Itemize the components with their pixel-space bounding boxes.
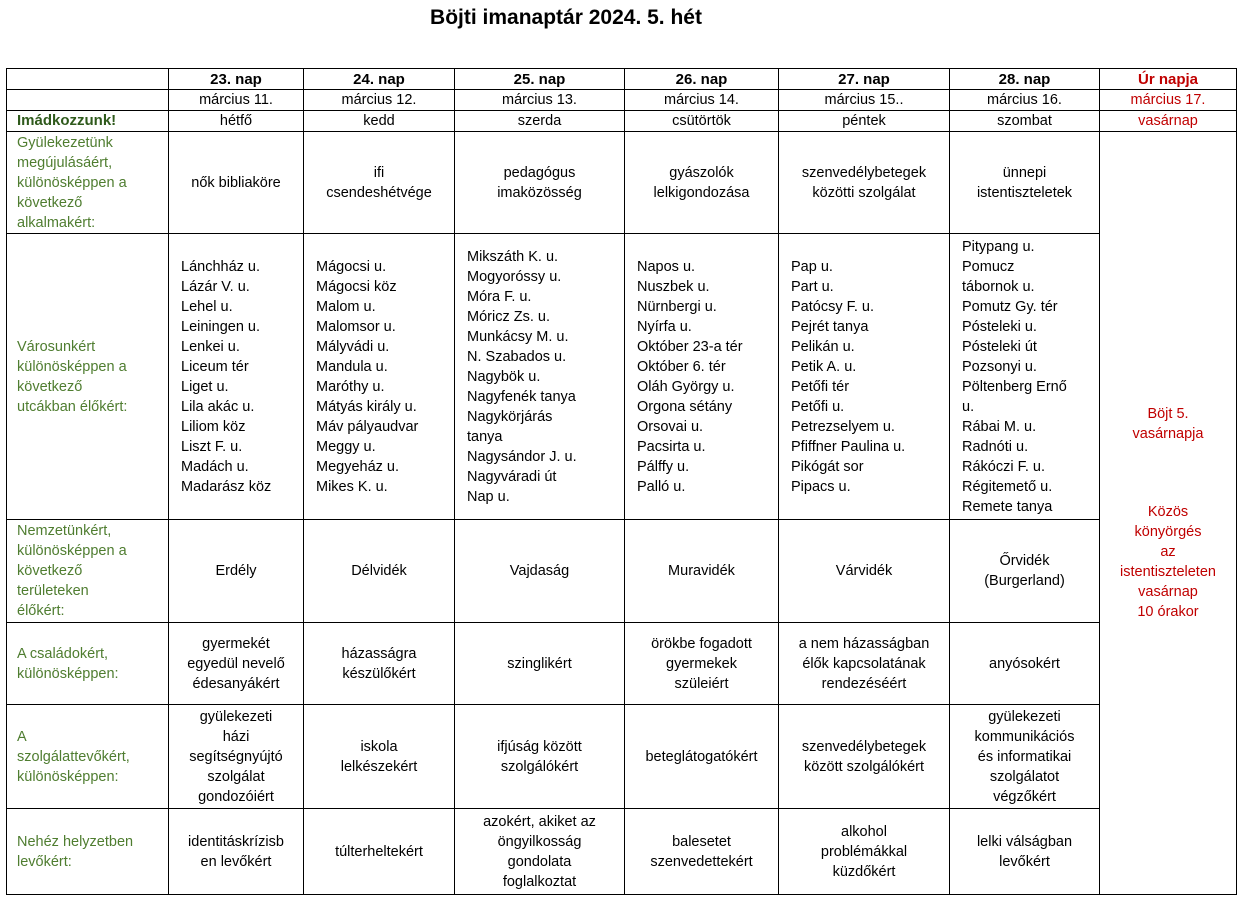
text-line: lelki válságban	[976, 833, 1073, 850]
text-line: balesetet	[672, 833, 731, 850]
text-line: szinglikért	[507, 655, 572, 672]
text-line: Mágocsi köz	[316, 278, 397, 295]
text-line: Nap u.	[467, 488, 510, 505]
text-line: Nagykörjárás	[467, 408, 553, 425]
text-line: Patócsy F. u.	[791, 298, 875, 315]
prayer-item	[625, 705, 779, 809]
header-label: Imádkozzunk!	[7, 111, 169, 132]
text-line: Liliom köz	[181, 418, 246, 435]
text-line: Móricz Zs. u.	[467, 308, 550, 325]
text-line: Muravidék	[668, 563, 735, 579]
text-line: Madách u.	[181, 458, 249, 475]
prayer-item	[950, 623, 1100, 705]
text-line: Pitypang u.	[962, 238, 1035, 255]
text-line: Pomucz	[962, 258, 1015, 275]
text-line: túlterheltekért	[335, 843, 423, 860]
text-line: Mályvádi u.	[316, 338, 390, 355]
text-line: Oláh György u.	[637, 378, 735, 395]
text-line: Gyülekezetünk	[17, 134, 113, 151]
text-line: foglalkoztat	[502, 873, 577, 890]
prayer-item	[169, 809, 304, 895]
corner-cell	[7, 69, 169, 90]
street-list	[304, 234, 455, 520]
day-number: 26. nap	[625, 69, 779, 90]
corner-cell	[7, 90, 169, 111]
day-number: 23. nap	[169, 69, 304, 90]
sunday-weekday: vasárnap	[1100, 111, 1237, 132]
prayer-item	[455, 520, 625, 623]
prayer-item	[455, 132, 625, 234]
text-line: N. Szabados u.	[467, 348, 567, 365]
text-line: Meggy u.	[316, 438, 376, 455]
text-line: készülőkért	[342, 665, 416, 682]
text-line: alkalmakért:	[17, 214, 96, 231]
text-line: közötti szolgálat	[812, 184, 916, 201]
text-line: Mikszáth K. u.	[467, 248, 559, 265]
text-line: Malomsor u.	[316, 318, 396, 335]
sunday-note-line: istentiszteleten	[1120, 564, 1216, 580]
day-number: 24. nap	[304, 69, 455, 90]
text-line: levőkért	[999, 853, 1050, 870]
text-line: Petőfi tér	[791, 378, 850, 395]
text-line: Nemzetünkért,	[17, 523, 112, 539]
street-list	[779, 234, 950, 520]
prayer-item	[455, 809, 625, 895]
text-line: Október 6. tér	[637, 358, 726, 375]
text-line: a nem házasságban	[798, 635, 930, 652]
text-line: Október 23-a tér	[637, 338, 743, 355]
text-line: tanya	[467, 428, 503, 445]
sunday-column	[1100, 132, 1237, 895]
prayer-item	[950, 132, 1100, 234]
street-list	[169, 234, 304, 520]
text-line: tábornok u.	[962, 278, 1035, 295]
text-line: Nürnbergi u.	[637, 298, 717, 315]
text-line: istentiszteletek	[976, 184, 1073, 201]
text-line: u.	[962, 398, 975, 415]
row-label-nation	[7, 520, 169, 623]
text-line: édesanyákért	[192, 675, 280, 692]
text-line: Napos u.	[637, 258, 696, 275]
text-line: beteglátogatókért	[645, 748, 758, 765]
text-line: között szolgálókért	[803, 758, 925, 775]
text-line: Nagyváradi út	[467, 468, 557, 485]
spacer	[1103, 444, 1233, 502]
prayer-item	[779, 623, 950, 705]
prayer-item	[169, 520, 304, 623]
prayer-item	[950, 520, 1100, 623]
text-line: következő	[17, 563, 83, 579]
text-line: ifi	[373, 164, 385, 181]
text-line: gyülekezeti	[988, 708, 1061, 725]
sunday-note-line: vasárnap	[1138, 584, 1198, 600]
text-line: Madarász köz	[181, 478, 272, 495]
text-line: Erdély	[215, 563, 257, 579]
text-line: Malom u.	[316, 298, 376, 315]
text-line: Nyírfa u.	[637, 318, 692, 335]
text-line: Remete tanya	[962, 498, 1053, 515]
text-line: Délvidék	[351, 563, 407, 579]
text-line: rendezéséért	[821, 675, 907, 692]
text-line: Radnóti u.	[962, 438, 1029, 455]
weekday: péntek	[779, 111, 950, 132]
sunday-date: március 17.	[1100, 90, 1237, 111]
text-line: Pipacs u.	[791, 478, 851, 495]
date: március 16.	[950, 90, 1100, 111]
day-number: 27. nap	[779, 69, 950, 90]
text-line: örökbe fogadott	[651, 635, 752, 652]
weekday: szombat	[950, 111, 1100, 132]
text-line: Pelikán u.	[791, 338, 855, 355]
text-line: iskola	[360, 738, 398, 755]
text-line: szenvedélybetegek	[801, 738, 927, 755]
text-line: Orsovai u.	[637, 418, 704, 435]
prayer-item	[304, 809, 455, 895]
text-line: szenvedélybetegek	[801, 164, 927, 181]
text-line: gondolata	[507, 853, 572, 870]
text-line: különösképpen:	[17, 768, 119, 785]
text-line: Mogyoróssy u.	[467, 268, 562, 285]
prayer-item	[950, 705, 1100, 809]
text-line: Palló u.	[637, 478, 686, 495]
text-line: en levőkért	[200, 853, 272, 870]
prayer-item	[779, 705, 950, 809]
text-line: élőkért:	[17, 603, 65, 619]
text-line: Pósteleki u.	[962, 318, 1037, 335]
row-label-city	[7, 234, 169, 520]
date: március 11.	[169, 90, 304, 111]
text-line: élők kapcsolatának	[802, 655, 926, 672]
row-congregation	[7, 132, 1237, 234]
sunday-note-line: 10 órakor	[1137, 604, 1199, 620]
text-line: megújulásáért,	[17, 154, 113, 171]
prayer-item	[304, 623, 455, 705]
text-line: Maróthy u.	[316, 378, 385, 395]
text-line: gyermekek	[666, 655, 737, 672]
prayer-item	[625, 623, 779, 705]
text-line: pedagógus	[503, 164, 576, 181]
text-line: segítségnyújtó	[189, 748, 283, 765]
text-line: gyermekét	[202, 635, 270, 652]
text-line: anyósokért	[989, 655, 1060, 672]
text-line: következő	[17, 194, 83, 211]
prayer-item	[455, 705, 625, 809]
text-line: szüleiért	[674, 675, 729, 692]
text-line: Pomutz Gy. tér	[962, 298, 1058, 315]
text-line: utcákban élőkért:	[17, 398, 128, 415]
text-line: A	[17, 728, 27, 745]
date: március 13.	[455, 90, 625, 111]
text-line: házasságra	[341, 645, 417, 662]
text-line: Őrvidék	[999, 553, 1050, 569]
text-line: problémákkal	[820, 843, 908, 860]
text-line: Móra F. u.	[467, 288, 532, 305]
text-line: szolgálattevőkért,	[17, 748, 130, 765]
text-line: gyászolók	[669, 164, 734, 181]
text-line: Lánchház u.	[181, 258, 261, 275]
text-line: és informatikai	[977, 748, 1072, 765]
prayer-item	[779, 520, 950, 623]
text-line: alkohol	[841, 823, 887, 840]
row-label-hardship	[7, 809, 169, 895]
text-line: különösképpen a	[17, 358, 127, 375]
prayer-item	[169, 132, 304, 234]
text-line: Liceum tér	[181, 358, 249, 375]
text-line: gondozóiért	[198, 788, 274, 805]
text-line: Liget u.	[181, 378, 229, 395]
sunday-day-name: Úr napja	[1100, 69, 1237, 90]
text-line: Pöltenberg Ernő	[962, 378, 1067, 395]
text-line: házi	[222, 728, 250, 745]
text-line: Lila akác u.	[181, 398, 255, 415]
weekday: szerda	[455, 111, 625, 132]
day-number: 28. nap	[950, 69, 1100, 90]
street-list	[455, 234, 625, 520]
prayer-item	[625, 132, 779, 234]
weekday: csütörtök	[625, 111, 779, 132]
text-line: A családokért,	[17, 645, 109, 662]
text-line: különösképpen:	[17, 665, 119, 682]
text-line: lelkigondozása	[653, 184, 750, 201]
text-line: Várvidék	[835, 563, 893, 579]
text-line: Nehéz helyzetben	[17, 833, 134, 850]
text-line: végzőkért	[993, 788, 1056, 805]
street-list	[625, 234, 779, 520]
prayer-item	[455, 623, 625, 705]
text-line: Petik A. u.	[791, 358, 857, 375]
text-line: Megyeház u.	[316, 458, 400, 475]
date: március 12.	[304, 90, 455, 111]
text-line: imaközösség	[497, 184, 582, 201]
sunday-note-line: az	[1160, 544, 1176, 560]
row-label-families	[7, 623, 169, 705]
text-line: különösképpen a	[17, 174, 127, 191]
text-line: öngyilkosság	[497, 833, 582, 850]
sunday-line: Böjt 5.	[1147, 406, 1189, 422]
text-line: Pósteleki út	[962, 338, 1037, 355]
text-line: szolgálókért	[500, 758, 579, 775]
text-line: Pap u.	[791, 258, 833, 275]
text-line: Petőfi u.	[791, 398, 845, 415]
text-line: Pejrét tanya	[791, 318, 869, 335]
text-line: Pikógát sor	[791, 458, 864, 475]
day-number: 25. nap	[455, 69, 625, 90]
text-line: lelkészekért	[340, 758, 418, 775]
text-line: kommunikációs	[974, 728, 1075, 745]
text-line: identitáskrízisb	[188, 833, 284, 850]
text-line: Orgona sétány	[637, 398, 733, 415]
prayer-item	[169, 705, 304, 809]
sunday-note-line: könyörgés	[1134, 524, 1202, 540]
date-row	[7, 90, 1237, 111]
prayer-item	[625, 520, 779, 623]
prayer-item	[950, 809, 1100, 895]
prayer-item	[169, 623, 304, 705]
prayer-item	[625, 809, 779, 895]
text-line: ünnepi	[1002, 164, 1047, 181]
text-line: küzdőkért	[832, 863, 896, 880]
text-line: Rábai M. u.	[962, 418, 1037, 435]
sunday-note-line: Közös	[1147, 504, 1189, 520]
text-line: Mandula u.	[316, 358, 388, 375]
row-hardship	[7, 809, 1237, 895]
text-line: Lehel u.	[181, 298, 233, 315]
text-line: szolgálat	[207, 768, 265, 785]
prayer-calendar-table	[6, 68, 1237, 895]
text-line: Liszt F. u.	[181, 438, 243, 455]
text-line: Nagyfenék tanya	[467, 388, 576, 405]
text-line: Pozsonyi u.	[962, 358, 1037, 375]
text-line: Rákóczi F. u.	[962, 458, 1045, 475]
text-line: nők bibliaköre	[191, 174, 281, 191]
text-line: Nuszbek u.	[637, 278, 710, 295]
prayer-item	[304, 132, 455, 234]
street-list	[950, 234, 1100, 520]
text-line: azokért, akiket az	[483, 813, 596, 830]
prayer-item	[304, 705, 455, 809]
text-line: Mágocsi u.	[316, 258, 387, 275]
text-line: Lenkei u.	[181, 338, 240, 355]
text-line: gyülekezeti	[199, 708, 273, 725]
text-line: területeken	[17, 583, 89, 599]
row-label-congregation	[7, 132, 169, 234]
row-city	[7, 234, 1237, 520]
text-line: Nagybök u.	[467, 368, 541, 385]
weekday: hétfő	[169, 111, 304, 132]
text-line: Városunkért	[17, 338, 96, 355]
text-line: Munkácsy M. u.	[467, 328, 569, 345]
row-nation	[7, 520, 1237, 623]
text-line: Pálffy u.	[637, 458, 690, 475]
text-line: szolgálatot	[989, 768, 1060, 785]
text-line: Vajdaság	[509, 563, 570, 579]
text-line: Leiningen u.	[181, 318, 261, 335]
text-line: Pfiffner Paulina u.	[791, 438, 906, 455]
text-line: Mikes K. u.	[316, 478, 388, 495]
date: március 15..	[779, 90, 950, 111]
text-line: Petrezselyem u.	[791, 418, 895, 435]
text-line: Lázár V. u.	[181, 278, 250, 295]
row-families	[7, 623, 1237, 705]
text-line: egyedül nevelő	[187, 655, 285, 672]
date: március 14.	[625, 90, 779, 111]
text-line: szenvedettekért	[650, 853, 753, 870]
text-line: Part u.	[791, 278, 834, 295]
row-label-servants	[7, 705, 169, 809]
prayer-item	[779, 132, 950, 234]
text-line: különösképpen a	[17, 543, 127, 559]
text-line: csendeshétvége	[326, 184, 432, 201]
prayer-item	[779, 809, 950, 895]
text-line: (Burgerland)	[984, 573, 1065, 589]
weekday-row	[7, 111, 1237, 132]
text-line: Pacsirta u.	[637, 438, 706, 455]
day-number-row	[7, 69, 1237, 90]
text-line: Nagysándor J. u.	[467, 448, 577, 465]
weekday: kedd	[304, 111, 455, 132]
text-line: levőkért:	[17, 853, 72, 870]
text-line: Máv pályaudvar	[316, 418, 419, 435]
text-line: Régitemető u.	[962, 478, 1053, 495]
text-line: Mátyás király u.	[316, 398, 417, 415]
text-line: ifjúság között	[497, 738, 582, 755]
page-title: Böjti imanaptár 2024. 5. hét	[430, 6, 702, 29]
text-line: következő	[17, 378, 83, 395]
row-servants	[7, 705, 1237, 809]
prayer-item	[304, 520, 455, 623]
sunday-line: vasárnapja	[1132, 426, 1204, 442]
